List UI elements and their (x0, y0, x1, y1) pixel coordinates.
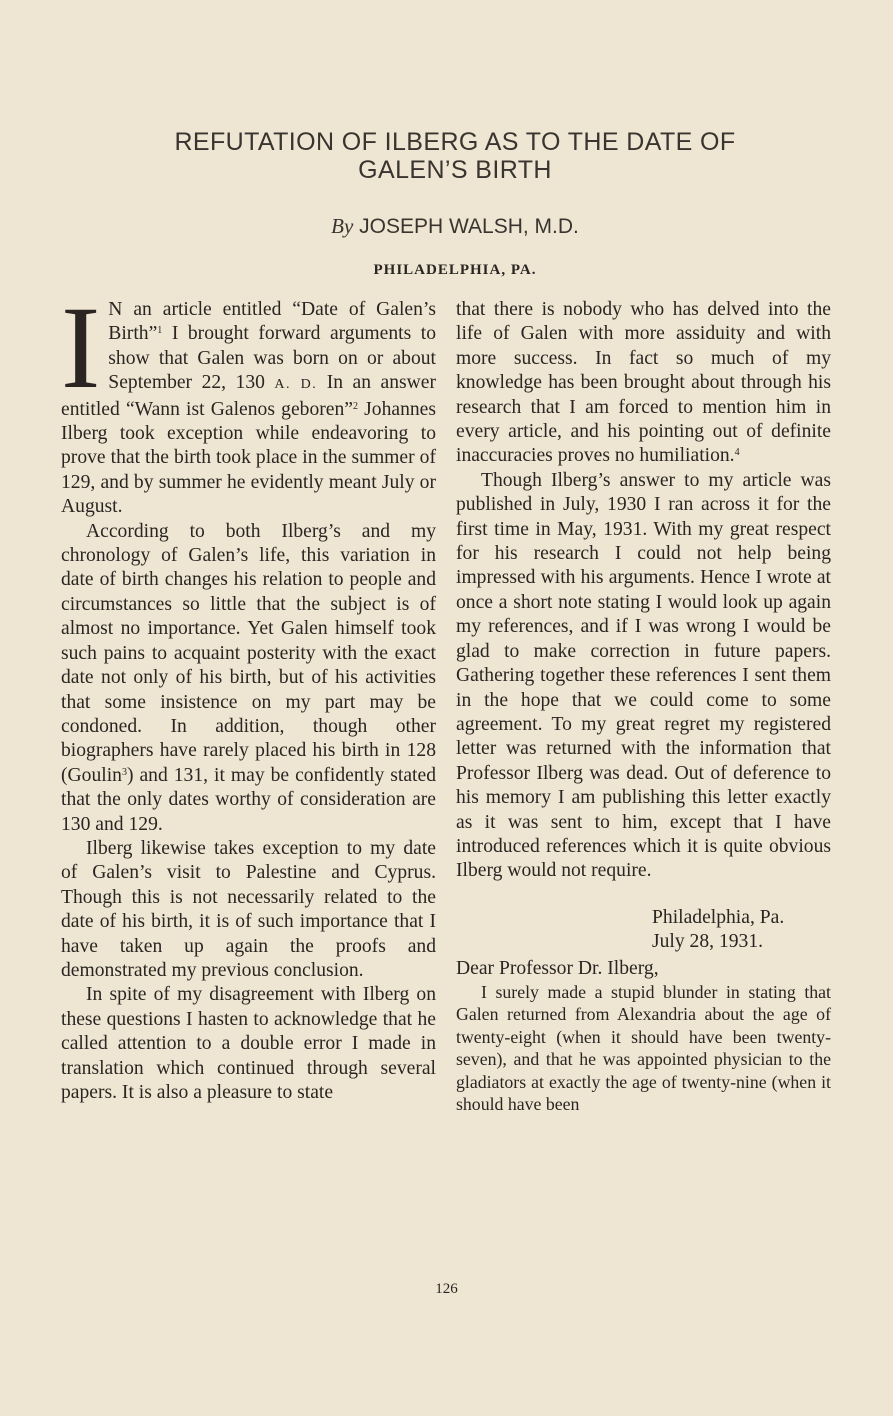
title-line-2: GALEN’S BIRTH (358, 156, 552, 184)
paragraph-3: Ilberg likewise takes exception to my date of Galen’s visit to Palestine and Cyprus. Though this is not necessarily related to the date of his birth, it is of such importance that I have taken up again the proofs and demonstrated my previous conclusion. (61, 837, 436, 981)
paragraph-4: In spite of my disagreement with Ilberg on these questions I hasten to acknowledge that he called attention to a double error I made in translation which continued through several papers. It is also a pleasure to state (61, 984, 436, 1103)
letter-date: July 28, 1931. (652, 931, 764, 953)
left-column (61, 282, 436, 1105)
p1-text-b: I brought forward arguments to show that Galen was born on or about September 22, 130 (108, 323, 436, 394)
article-title (60, 128, 850, 184)
footnote-ref-1: 1 (157, 325, 163, 337)
paragraph-6: Though Ilberg’s answer to my article was published in July, 1930 I ran across it for the first time in May, 1931. With my great respect for his research I could not help being impressed with his arguments. Hence I wrote at once a short note stating I would look up again my references, and if I was wrong I would be glad to make correction in future papers. Gathering together these references I sent them in the hope that we could come to some agreement. To my great regret my registered letter was returned with the information that Professor Ilberg was dead. Out of deference to his memory I am publishing this letter exactly as it was sent to him, except that I have introduced references which it is quite obvious Ilberg would not require. (456, 469, 831, 882)
ad-small-caps: A. D. (274, 377, 318, 393)
paragraph-1 (61, 282, 436, 520)
paragraph-2 (61, 520, 436, 837)
title-line-1: REFUTATION OF ILBERG AS TO THE DATE OF (174, 128, 736, 156)
letter-place: Philadelphia, Pa. (652, 906, 785, 928)
byline (60, 214, 850, 239)
author-name: JOSEPH WALSH, M.D. (353, 215, 579, 238)
p2-text-b: ) and 131, it may be confidently stated that the only dates worthy of consideration are 130 and 129. (61, 764, 436, 835)
footnote-ref-2: 2 (352, 400, 358, 412)
p5-text: that there is nobody who has delved into the life of Galen with more assiduity and with more success. In fact so much of my knowledge has been brought about through his research that I am forced to mention him in every article, and his pointing out of definite inaccuracies proves no humiliation. (456, 299, 831, 467)
drop-cap: I (61, 282, 101, 413)
letter-salutation: Dear Professor Dr. Ilberg, (456, 957, 659, 979)
author-location: PHILADELPHIA, PA. (373, 262, 537, 278)
p1-text-d: Johannes Ilberg took exception while endeavoring to prove that the birth took place in the summer of 129, and by summer he evidently meant July or August. (61, 398, 436, 518)
p1-text-c: In an answer entitled “Wann ist Galenos geboren” (61, 372, 436, 420)
footnote-ref-4: 4 (734, 447, 740, 459)
p1-text-a: N an article entitled “Date of Galen’s Birth” (108, 299, 436, 345)
right-column (456, 298, 831, 1115)
page-number: 126 (435, 1281, 458, 1297)
paragraph-5 (456, 298, 831, 469)
byline-by: By (331, 214, 354, 238)
p2-text-a: According to both Ilberg’s and my chronology of Galen’s life, this variation in date of birth changes his relation to people and circumstances so little that the subject is of almost no importance. Yet Galen himself took such pains to acquaint posterity with the exact date not only of his birth, but of his activities that some insistence on my part may be condoned. In addition, though other biographers have rarely placed his birth in 128 (Goulin (61, 520, 436, 786)
footnote-ref-3: 3 (121, 766, 127, 778)
letter-paragraph-1: I surely made a stupid blunder in stating that Galen returned from Alexandria about the age of twenty-eight (when it should have been twenty-seven), and that he was appointed physician to the gladiators at exactly the age of twenty-nine (when it should have been (456, 981, 831, 1114)
